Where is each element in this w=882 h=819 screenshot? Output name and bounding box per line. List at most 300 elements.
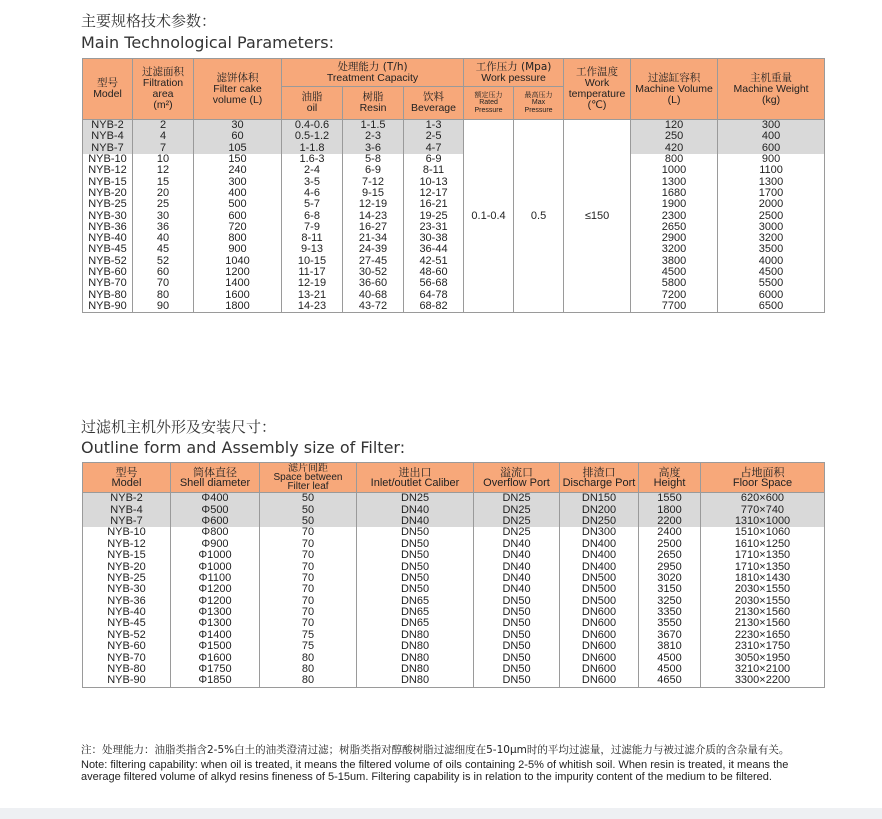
cell-machine-weight: 400 — [718, 131, 825, 142]
cell-inlet: DN80 — [357, 675, 474, 687]
cell-discharge: DN600 — [560, 607, 639, 618]
outline-assembly-table — [82, 462, 825, 688]
cell-inlet: DN50 — [357, 584, 474, 595]
note-en: Note: filtering capability: when oil is treated, it means the filtered volume of oils containing 2-5% of whitish soil. When resin is treated, it means the average filtered volume of alkyd resins fineness of 5-15um. Filtering capability is in relation to the impurity content of the medium to be filtered. — [81, 759, 789, 783]
cell-space: 80 — [260, 675, 357, 687]
cell-oil: 1-1.8 — [282, 143, 343, 154]
section2-title-cn: 过滤机主机外形及安装尺寸： — [81, 418, 277, 436]
table-row — [83, 539, 825, 550]
header2-inlet-outlet: 进出口 Inlet/outlet Caliber — [357, 463, 474, 493]
cell-beverage: 36-44 — [404, 244, 464, 255]
cell-beverage: 68-82 — [404, 301, 464, 313]
cell-model: NYB-10 — [83, 154, 133, 165]
cell-machine-weight: 6000 — [718, 289, 825, 300]
note-cn: 注：处理能力：油脂类指含2-5%白土的油类澄清过滤；树脂类指对醇酸树脂过滤细度在5-10μm时的平均过滤量，过滤能力与被过滤介质的含杂量有关。 — [81, 744, 790, 756]
cell-overflow: DN40 — [474, 550, 560, 561]
cell-inlet: DN50 — [357, 561, 474, 572]
cell-resin: 16-27 — [343, 222, 404, 233]
cell-model: NYB-40 — [83, 233, 133, 244]
cell-floor: 2030×1550 — [701, 584, 825, 595]
cell-cake-volume: 1040 — [194, 256, 282, 267]
cell-overflow: DN40 — [474, 539, 560, 550]
cell-machine-weight: 1300 — [718, 176, 825, 187]
cell-beverage: 4-7 — [404, 143, 464, 154]
cell-cake-volume: 1200 — [194, 267, 282, 278]
cell-area: 60 — [133, 267, 194, 278]
cell-machine-volume: 2650 — [631, 222, 718, 233]
cell-discharge: DN600 — [560, 630, 639, 641]
table-row — [83, 256, 825, 267]
cell-machine-volume: 1680 — [631, 188, 718, 199]
table-row — [83, 143, 825, 154]
cell-machine-volume: 800 — [631, 154, 718, 165]
cell-model: NYB-20 — [83, 188, 133, 199]
cell-space: 70 — [260, 539, 357, 550]
cell-machine-weight: 2000 — [718, 199, 825, 210]
cell-inlet: DN65 — [357, 596, 474, 607]
table-row — [83, 493, 825, 505]
cell-cake-volume: 720 — [194, 222, 282, 233]
cell-resin: 43-72 — [343, 301, 404, 313]
header-resin: 树脂 Resin — [343, 87, 404, 120]
cell-resin: 30-52 — [343, 267, 404, 278]
cell-overflow: DN40 — [474, 561, 560, 572]
cell-resin: 27-45 — [343, 256, 404, 267]
cell-beverage: 19-25 — [404, 210, 464, 221]
cell-beverage: 56-68 — [404, 278, 464, 289]
cell-floor: 2130×1560 — [701, 618, 825, 629]
cell-space: 70 — [260, 527, 357, 538]
cell-machine-weight: 1700 — [718, 188, 825, 199]
cell-machine-weight: 300 — [718, 120, 825, 132]
cell-model: NYB-90 — [83, 301, 133, 313]
cell-oil: 0.5-1.2 — [282, 131, 343, 142]
cell-area: 45 — [133, 244, 194, 255]
table-row — [83, 630, 825, 641]
cell-inlet: DN50 — [357, 550, 474, 561]
cell-height: 4500 — [639, 652, 701, 663]
cell-machine-volume: 3800 — [631, 256, 718, 267]
cell-beverage: 6-9 — [404, 154, 464, 165]
cell-inlet: DN80 — [357, 630, 474, 641]
cell-area: 20 — [133, 188, 194, 199]
section1-title-cn: 主要规格技术参数： — [81, 12, 217, 30]
cell-oil: 4-6 — [282, 188, 343, 199]
cell-model: NYB-25 — [83, 199, 133, 210]
cell-area: 70 — [133, 278, 194, 289]
cell-model: NYB-7 — [83, 143, 133, 154]
cell-machine-weight: 1100 — [718, 165, 825, 176]
cell-model: NYB-7 — [83, 516, 171, 527]
cell-oil: 10-15 — [282, 256, 343, 267]
cell-space: 80 — [260, 664, 357, 675]
cell-discharge: DN400 — [560, 539, 639, 550]
cell-model: NYB-70 — [83, 652, 171, 663]
cell-floor: 3210×2100 — [701, 664, 825, 675]
cell-space: 75 — [260, 641, 357, 652]
cell-shell: Φ1100 — [171, 573, 260, 584]
cell-height: 3810 — [639, 641, 701, 652]
cell-beverage: 8-11 — [404, 165, 464, 176]
cell-floor: 1510×1060 — [701, 527, 825, 538]
cell-model: NYB-25 — [83, 573, 171, 584]
cell-model: NYB-2 — [83, 120, 133, 132]
cell-oil: 3-5 — [282, 176, 343, 187]
table-row — [83, 165, 825, 176]
cell-overflow: DN40 — [474, 584, 560, 595]
cell-machine-volume: 1900 — [631, 199, 718, 210]
cell-model: NYB-10 — [83, 527, 171, 538]
table-row — [83, 188, 825, 199]
table-row — [83, 244, 825, 255]
cell-resin: 24-39 — [343, 244, 404, 255]
cell-discharge: DN500 — [560, 573, 639, 584]
cell-oil: 5-7 — [282, 199, 343, 210]
cell-area: 30 — [133, 210, 194, 221]
cell-cake-volume: 600 — [194, 210, 282, 221]
cell-machine-volume: 2300 — [631, 210, 718, 221]
cell-overflow: DN50 — [474, 675, 560, 687]
cell-machine-volume: 3200 — [631, 244, 718, 255]
cell-discharge: DN500 — [560, 584, 639, 595]
cell-height: 4500 — [639, 664, 701, 675]
table-row — [83, 607, 825, 618]
cell-machine-weight: 4500 — [718, 267, 825, 278]
header2-overflow-port: 溢流口 Overflow Port — [474, 463, 560, 493]
cell-area: 7 — [133, 143, 194, 154]
cell-cake-volume: 400 — [194, 188, 282, 199]
cell-discharge: DN250 — [560, 516, 639, 527]
cell-discharge: DN600 — [560, 618, 639, 629]
cell-inlet: DN65 — [357, 618, 474, 629]
cell-discharge: DN600 — [560, 652, 639, 663]
cell-machine-weight: 3000 — [718, 222, 825, 233]
cell-overflow: DN50 — [474, 607, 560, 618]
header-filter-cake: 滤饼体积 Filter cake volume (L) — [194, 59, 282, 120]
cell-cake-volume: 1600 — [194, 289, 282, 300]
table-row — [83, 561, 825, 572]
cell-model: NYB-12 — [83, 539, 171, 550]
cell-resin: 2-3 — [343, 131, 404, 142]
cell-resin: 1-1.5 — [343, 120, 404, 132]
cell-space: 70 — [260, 573, 357, 584]
cell-machine-weight: 4000 — [718, 256, 825, 267]
cell-area: 10 — [133, 154, 194, 165]
table-row — [83, 120, 825, 132]
cell-shell: Φ1000 — [171, 561, 260, 572]
cell-resin: 3-6 — [343, 143, 404, 154]
main-parameters-table — [82, 58, 825, 313]
cell-model: NYB-52 — [83, 256, 133, 267]
cell-cake-volume: 30 — [194, 120, 282, 132]
cell-model: NYB-36 — [83, 222, 133, 233]
cell-resin: 14-23 — [343, 210, 404, 221]
cell-shell: Φ1200 — [171, 596, 260, 607]
cell-space: 50 — [260, 493, 357, 505]
cell-beverage: 1-3 — [404, 120, 464, 132]
cell-height: 3670 — [639, 630, 701, 641]
cell-floor: 620×600 — [701, 493, 825, 505]
cell-shell: Φ800 — [171, 527, 260, 538]
cell-floor: 2310×1750 — [701, 641, 825, 652]
cell-height: 2400 — [639, 527, 701, 538]
table-row — [83, 267, 825, 278]
header2-height: 高度 Height — [639, 463, 701, 493]
header2-shell-diameter: 筒体直径 Shell diameter — [171, 463, 260, 493]
header-work-pressure: 工作压力 (Mpa) Work pessure — [464, 59, 564, 87]
table-row — [83, 289, 825, 300]
table-row — [83, 504, 825, 515]
cell-shell: Φ400 — [171, 493, 260, 505]
cell-overflow: DN50 — [474, 652, 560, 663]
cell-area: 52 — [133, 256, 194, 267]
cell-height: 1800 — [639, 504, 701, 515]
cell-oil: 8-11 — [282, 233, 343, 244]
header2-space-between: 滤片间距 Space between Filter leaf — [260, 463, 357, 493]
cell-overflow: DN50 — [474, 630, 560, 641]
cell-floor: 1710×1350 — [701, 561, 825, 572]
cell-shell: Φ1600 — [171, 652, 260, 663]
cell-model: NYB-30 — [83, 584, 171, 595]
cell-height: 2200 — [639, 516, 701, 527]
cell-oil: 9-13 — [282, 244, 343, 255]
cell-resin: 12-19 — [343, 199, 404, 210]
cell-space: 50 — [260, 516, 357, 527]
cell-resin: 9-15 — [343, 188, 404, 199]
cell-model: NYB-12 — [83, 165, 133, 176]
cell-inlet: DN80 — [357, 652, 474, 663]
cell-shell: Φ1750 — [171, 664, 260, 675]
table-row — [83, 199, 825, 210]
cell-beverage: 42-51 — [404, 256, 464, 267]
cell-floor: 1310×1000 — [701, 516, 825, 527]
header-filtration-area: 过滤面积 Filtration area (m²) — [133, 59, 194, 120]
cell-inlet: DN80 — [357, 641, 474, 652]
cell-area: 40 — [133, 233, 194, 244]
cell-floor: 2030×1550 — [701, 596, 825, 607]
cell-machine-weight: 900 — [718, 154, 825, 165]
cell-space: 70 — [260, 561, 357, 572]
cell-cake-volume: 240 — [194, 165, 282, 176]
cell-machine-volume: 250 — [631, 131, 718, 142]
cell-beverage: 2-5 — [404, 131, 464, 142]
cell-overflow: DN50 — [474, 641, 560, 652]
cell-cake-volume: 1800 — [194, 301, 282, 313]
cell-model: NYB-2 — [83, 493, 171, 505]
cell-oil: 7-9 — [282, 222, 343, 233]
cell-floor: 770×740 — [701, 504, 825, 515]
cell-beverage: 12-17 — [404, 188, 464, 199]
cell-discharge: DN500 — [560, 596, 639, 607]
cell-height: 3350 — [639, 607, 701, 618]
cell-model: NYB-45 — [83, 618, 171, 629]
cell-model: NYB-90 — [83, 675, 171, 687]
cell-height: 2500 — [639, 539, 701, 550]
cell-model: NYB-40 — [83, 607, 171, 618]
cell-discharge: DN150 — [560, 493, 639, 505]
cell-height: 2650 — [639, 550, 701, 561]
cell-machine-volume: 5800 — [631, 278, 718, 289]
cell-shell: Φ1850 — [171, 675, 260, 687]
cell-beverage: 10-13 — [404, 176, 464, 187]
header-beverage: 饮料 Beverage — [404, 87, 464, 120]
cell-space: 70 — [260, 584, 357, 595]
cell-machine-weight: 600 — [718, 143, 825, 154]
table-row — [83, 233, 825, 244]
cell-overflow: DN40 — [474, 573, 560, 584]
cell-floor: 1710×1350 — [701, 550, 825, 561]
cell-area: 25 — [133, 199, 194, 210]
cell-cake-volume: 1400 — [194, 278, 282, 289]
cell-area: 15 — [133, 176, 194, 187]
cell-overflow: DN50 — [474, 664, 560, 675]
cell-work-temperature: ≤150 — [564, 120, 631, 313]
cell-machine-volume: 120 — [631, 120, 718, 132]
header-rated-pressure: 额定压力 Rated Pressure — [464, 87, 514, 120]
cell-height: 3020 — [639, 573, 701, 584]
cell-height: 4650 — [639, 675, 701, 687]
cell-resin: 36-60 — [343, 278, 404, 289]
cell-resin: 40-68 — [343, 289, 404, 300]
cell-machine-weight: 3500 — [718, 244, 825, 255]
cell-floor: 3050×1950 — [701, 652, 825, 663]
cell-resin: 7-12 — [343, 176, 404, 187]
table-row — [83, 550, 825, 561]
table-row — [83, 222, 825, 233]
cell-resin: 5-8 — [343, 154, 404, 165]
cell-floor: 2130×1560 — [701, 607, 825, 618]
cell-beverage: 23-31 — [404, 222, 464, 233]
table-row — [83, 154, 825, 165]
cell-shell: Φ1200 — [171, 584, 260, 595]
header2-discharge-port: 排渣口 Discharge Port — [560, 463, 639, 493]
header-machine-volume: 过滤缸容积 Machine Volume (L) — [631, 59, 718, 120]
cell-shell: Φ1500 — [171, 641, 260, 652]
cell-machine-volume: 1000 — [631, 165, 718, 176]
cell-machine-volume: 7200 — [631, 289, 718, 300]
cell-space: 70 — [260, 607, 357, 618]
header-work-temperature: 工作温度 Work temperature (℃) — [564, 59, 631, 120]
cell-overflow: DN25 — [474, 493, 560, 505]
cell-height: 3250 — [639, 596, 701, 607]
table-row — [83, 527, 825, 538]
cell-oil: 11-17 — [282, 267, 343, 278]
cell-shell: Φ1300 — [171, 618, 260, 629]
cell-floor: 1610×1250 — [701, 539, 825, 550]
cell-resin: 21-34 — [343, 233, 404, 244]
cell-area: 80 — [133, 289, 194, 300]
header-model: 型号 Model — [83, 59, 133, 120]
cell-machine-volume: 4500 — [631, 267, 718, 278]
header2-floor-space: 占地面积 Floor Space — [701, 463, 825, 493]
cell-machine-weight: 5500 — [718, 278, 825, 289]
header-treatment-capacity: 处理能力 (T/h) Treatment Capacity — [282, 59, 464, 87]
cell-area: 36 — [133, 222, 194, 233]
cell-inlet: DN50 — [357, 573, 474, 584]
header2-model: 型号 Model — [83, 463, 171, 493]
cell-inlet: DN40 — [357, 516, 474, 527]
cell-floor: 3300×2200 — [701, 675, 825, 687]
cell-cake-volume: 300 — [194, 176, 282, 187]
cell-cake-volume: 150 — [194, 154, 282, 165]
cell-oil: 12-19 — [282, 278, 343, 289]
cell-model: NYB-60 — [83, 641, 171, 652]
cell-inlet: DN25 — [357, 493, 474, 505]
cell-inlet: DN65 — [357, 607, 474, 618]
cell-beverage: 48-60 — [404, 267, 464, 278]
cell-model: NYB-45 — [83, 244, 133, 255]
cell-model: NYB-15 — [83, 550, 171, 561]
table-row — [83, 131, 825, 142]
cell-space: 70 — [260, 596, 357, 607]
table-row — [83, 584, 825, 595]
section1-title-en: Main Technological Parameters: — [81, 33, 334, 52]
cell-overflow: DN50 — [474, 596, 560, 607]
footer-band — [0, 808, 882, 819]
cell-model: NYB-15 — [83, 176, 133, 187]
table-row — [83, 176, 825, 187]
cell-floor: 1810×1430 — [701, 573, 825, 584]
cell-discharge: DN600 — [560, 641, 639, 652]
cell-discharge: DN400 — [560, 550, 639, 561]
table-row — [83, 618, 825, 629]
cell-shell: Φ1400 — [171, 630, 260, 641]
cell-discharge: DN600 — [560, 675, 639, 687]
cell-height: 3550 — [639, 618, 701, 629]
cell-space: 70 — [260, 550, 357, 561]
cell-resin: 6-9 — [343, 165, 404, 176]
table-row — [83, 516, 825, 527]
cell-space: 50 — [260, 504, 357, 515]
cell-discharge: DN200 — [560, 504, 639, 515]
table-row — [83, 573, 825, 584]
header-max-pressure: 最高压力 Max Pressure — [514, 87, 564, 120]
cell-beverage: 30-38 — [404, 233, 464, 244]
cell-beverage: 16-21 — [404, 199, 464, 210]
header-machine-weight: 主机重量 Machine Weight (kg) — [718, 59, 825, 120]
table-row — [83, 278, 825, 289]
cell-height: 1550 — [639, 493, 701, 505]
cell-machine-weight: 2500 — [718, 210, 825, 221]
cell-model: NYB-30 — [83, 210, 133, 221]
cell-model: NYB-70 — [83, 278, 133, 289]
cell-overflow: DN25 — [474, 527, 560, 538]
cell-oil: 2-4 — [282, 165, 343, 176]
cell-machine-volume: 7700 — [631, 301, 718, 313]
cell-model: NYB-60 — [83, 267, 133, 278]
cell-cake-volume: 105 — [194, 143, 282, 154]
cell-beverage: 64-78 — [404, 289, 464, 300]
cell-oil: 1.6-3 — [282, 154, 343, 165]
cell-discharge: DN400 — [560, 561, 639, 572]
cell-model: NYB-20 — [83, 561, 171, 572]
cell-height: 3150 — [639, 584, 701, 595]
table-row — [83, 210, 825, 221]
cell-machine-volume: 1300 — [631, 176, 718, 187]
cell-machine-weight: 6500 — [718, 301, 825, 313]
cell-shell: Φ600 — [171, 516, 260, 527]
cell-height: 2950 — [639, 561, 701, 572]
cell-shell: Φ900 — [171, 539, 260, 550]
cell-model: NYB-80 — [83, 289, 133, 300]
cell-area: 90 — [133, 301, 194, 313]
cell-model: NYB-4 — [83, 504, 171, 515]
cell-inlet: DN50 — [357, 527, 474, 538]
table-row — [83, 652, 825, 663]
cell-cake-volume: 500 — [194, 199, 282, 210]
cell-space: 70 — [260, 618, 357, 629]
table-row — [83, 675, 825, 687]
